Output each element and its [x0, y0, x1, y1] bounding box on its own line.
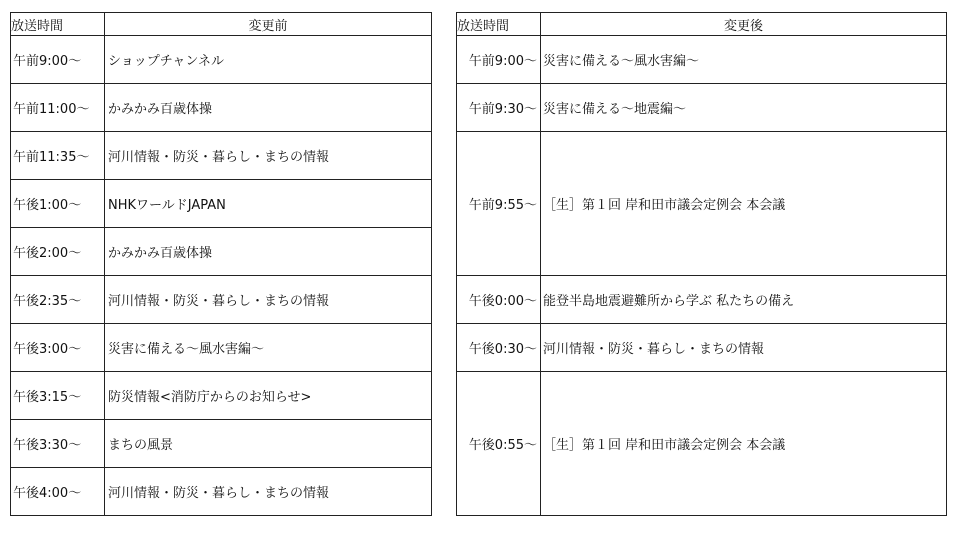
table-row — [457, 372, 947, 516]
program-title: 河川情報・防災・暮らし・まちの情報 — [105, 468, 432, 516]
table-row — [457, 324, 947, 372]
broadcast-time: 午前11:35～ — [11, 132, 105, 180]
table-row — [457, 132, 947, 276]
broadcast-time: 午後3:30～ — [11, 420, 105, 468]
schedule-before-table — [10, 12, 432, 516]
broadcast-time: 午前9:55～ — [457, 132, 541, 276]
table-row — [11, 180, 432, 228]
column-header-time: 放送時間 — [11, 13, 105, 36]
table-row — [457, 276, 947, 324]
program-title: まちの風景 — [105, 420, 432, 468]
column-header-program: 変更前 — [105, 13, 432, 36]
program-title: 災害に備える～風水害編～ — [105, 324, 432, 372]
table-row — [457, 36, 947, 84]
broadcast-time: 午後0:30～ — [457, 324, 541, 372]
table-row — [11, 36, 432, 84]
broadcast-time: 午前9:30～ — [457, 84, 541, 132]
table-row — [11, 228, 432, 276]
broadcast-time: 午後3:15～ — [11, 372, 105, 420]
program-title: 能登半島地震避難所から学ぶ 私たちの備え — [541, 276, 947, 324]
program-title: ショップチャンネル — [105, 36, 432, 84]
broadcast-time: 午後0:55～ — [457, 372, 541, 516]
header-row — [457, 13, 947, 36]
table-row — [11, 324, 432, 372]
broadcast-time: 午後4:00～ — [11, 468, 105, 516]
table-row — [11, 132, 432, 180]
broadcast-time: 午後3:00～ — [11, 324, 105, 372]
program-title: かみかみ百歳体操 — [105, 84, 432, 132]
program-title: ［生］第１回 岸和田市議会定例会 本会議 — [541, 132, 947, 276]
table-row — [11, 276, 432, 324]
program-title: ［生］第１回 岸和田市議会定例会 本会議 — [541, 372, 947, 516]
program-title: 河川情報・防災・暮らし・まちの情報 — [541, 324, 947, 372]
program-title: 災害に備える～風水害編～ — [541, 36, 947, 84]
table-row — [11, 84, 432, 132]
program-title: かみかみ百歳体操 — [105, 228, 432, 276]
broadcast-time: 午前11:00～ — [11, 84, 105, 132]
table-row — [11, 372, 432, 420]
program-title: 河川情報・防災・暮らし・まちの情報 — [105, 276, 432, 324]
broadcast-time: 午後2:35～ — [11, 276, 105, 324]
table-row — [11, 420, 432, 468]
table-row — [457, 84, 947, 132]
program-title: 河川情報・防災・暮らし・まちの情報 — [105, 132, 432, 180]
column-header-time: 放送時間 — [457, 13, 541, 36]
header-row — [11, 13, 432, 36]
program-title: NHKワールドJAPAN — [105, 180, 432, 228]
broadcast-time: 午後0:00～ — [457, 276, 541, 324]
schedule-after-table — [456, 12, 947, 516]
program-title: 災害に備える～地震編～ — [541, 84, 947, 132]
table-row — [11, 468, 432, 516]
broadcast-time: 午前9:00～ — [457, 36, 541, 84]
column-header-program: 変更後 — [541, 13, 947, 36]
broadcast-time: 午前9:00～ — [11, 36, 105, 84]
broadcast-time: 午後1:00～ — [11, 180, 105, 228]
program-title: 防災情報<消防庁からのお知らせ> — [105, 372, 432, 420]
broadcast-time: 午後2:00～ — [11, 228, 105, 276]
